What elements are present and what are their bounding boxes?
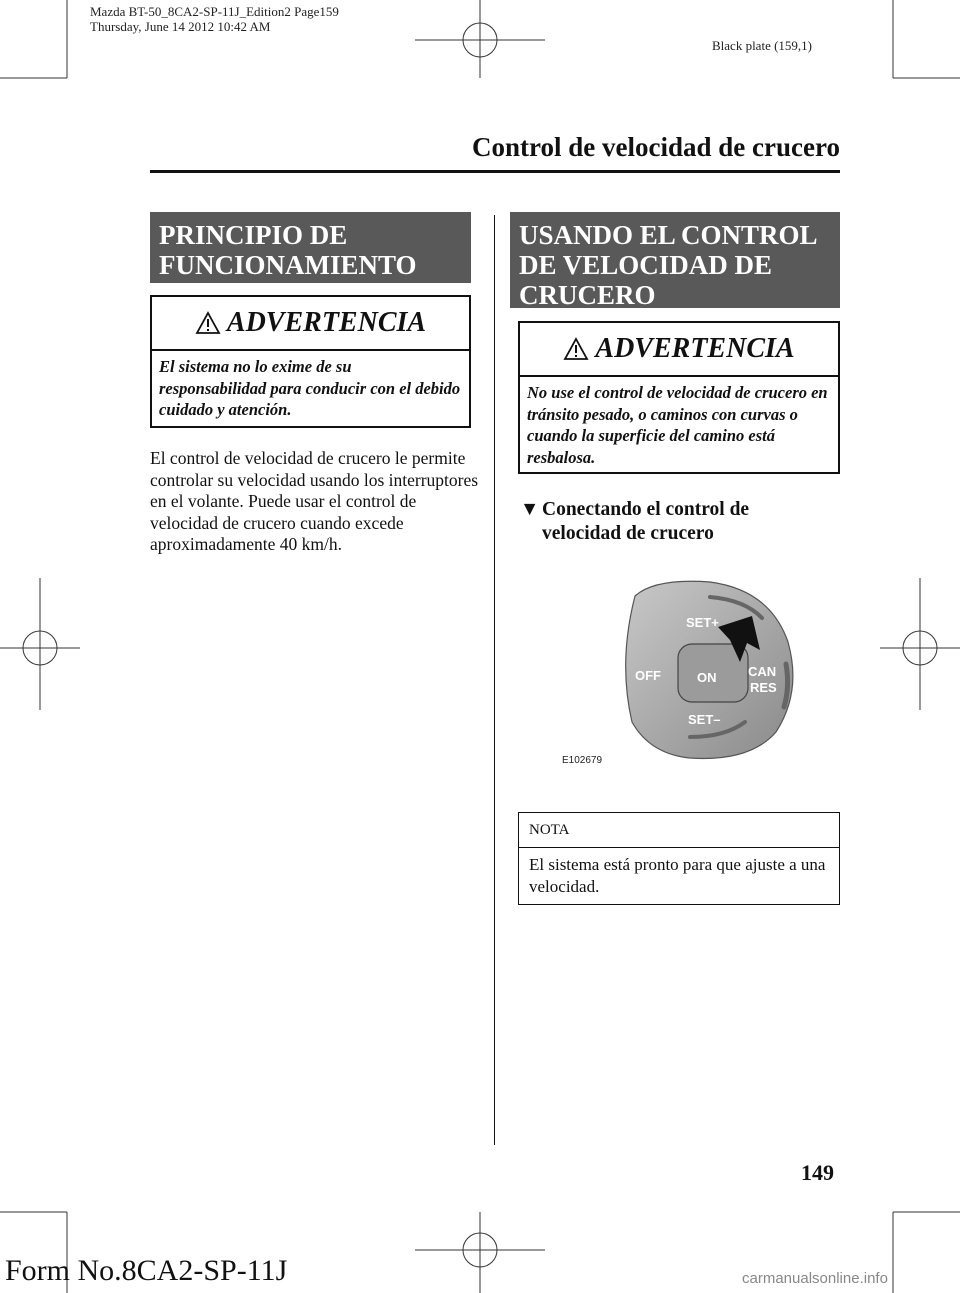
left-warning-header: [152, 297, 469, 351]
print-meta-line1: Mazda BT-50_8CA2-SP-11J_Edition2 Page159: [90, 4, 339, 19]
subheading-line2: velocidad de crucero: [542, 523, 714, 544]
left-warning-box: [150, 295, 471, 428]
left-warning-text: El sistema no lo exime de su responsabilidad para conducir con el debido cuidado y atención.: [159, 357, 461, 419]
print-meta-line2: Thursday, June 14 2012 10:42 AM: [90, 19, 271, 34]
right-warning-header: [520, 323, 838, 377]
form-number: Form No.8CA2-SP-11J: [5, 1254, 288, 1287]
left-paragraph: El control de velocidad de crucero le permite controlar su velocidad usando los interruptores en el volante. Puede usar el control de velocidad de crucero cuando excede aproximadamente 40 km/h.: [150, 448, 479, 554]
right-warning-title: ADVERTENCIA: [595, 333, 795, 364]
note-text: El sistema está pronto para que ajuste a una velocidad.: [529, 855, 826, 896]
right-heading-line2: DE VELOCIDAD DE: [519, 250, 773, 280]
left-warning-title: ADVERTENCIA: [226, 307, 427, 338]
triangle-bullet-icon: ▼: [520, 499, 540, 520]
subheading-line1: Conectando el control de: [542, 499, 750, 520]
right-heading-band: [510, 212, 840, 308]
left-heading-band: [150, 212, 471, 283]
note-title: NOTA: [519, 813, 839, 848]
watermark: carmanualsonline.info: [742, 1270, 888, 1287]
label-set-plus: SET+: [686, 615, 719, 630]
plate-label: Black plate (159,1): [712, 38, 812, 53]
label-res: RES: [750, 680, 777, 695]
cruise-switch-figure: [540, 572, 830, 772]
section-title: Control de velocidad de crucero: [472, 132, 840, 162]
print-metadata: [90, 4, 339, 34]
warning-triangle-icon: [563, 337, 589, 361]
label-set-minus: SET–: [688, 712, 721, 727]
left-heading-line1: PRINCIPIO DE: [159, 220, 348, 250]
figure-id: E102679: [562, 755, 603, 766]
label-off: OFF: [635, 668, 661, 683]
note-box: [518, 812, 840, 905]
left-heading-line2: FUNCIONAMIENTO: [159, 250, 417, 280]
title-rule: [150, 170, 840, 173]
page-number: 149: [801, 1160, 834, 1185]
label-on: ON: [697, 670, 717, 685]
right-heading-line1: USANDO EL CONTROL: [519, 220, 818, 250]
label-can: CAN: [748, 664, 777, 679]
subsection-heading: [520, 498, 840, 546]
right-warning-box: [518, 321, 840, 474]
right-heading-line3: CRUCERO: [519, 280, 656, 310]
column-divider: [494, 215, 495, 1145]
warning-triangle-icon: [195, 311, 221, 335]
right-warning-text: No use el control de velocidad de crucero en tránsito pesado, o caminos con curvas o cuando la superficie del camino está resbalosa.: [527, 383, 828, 467]
